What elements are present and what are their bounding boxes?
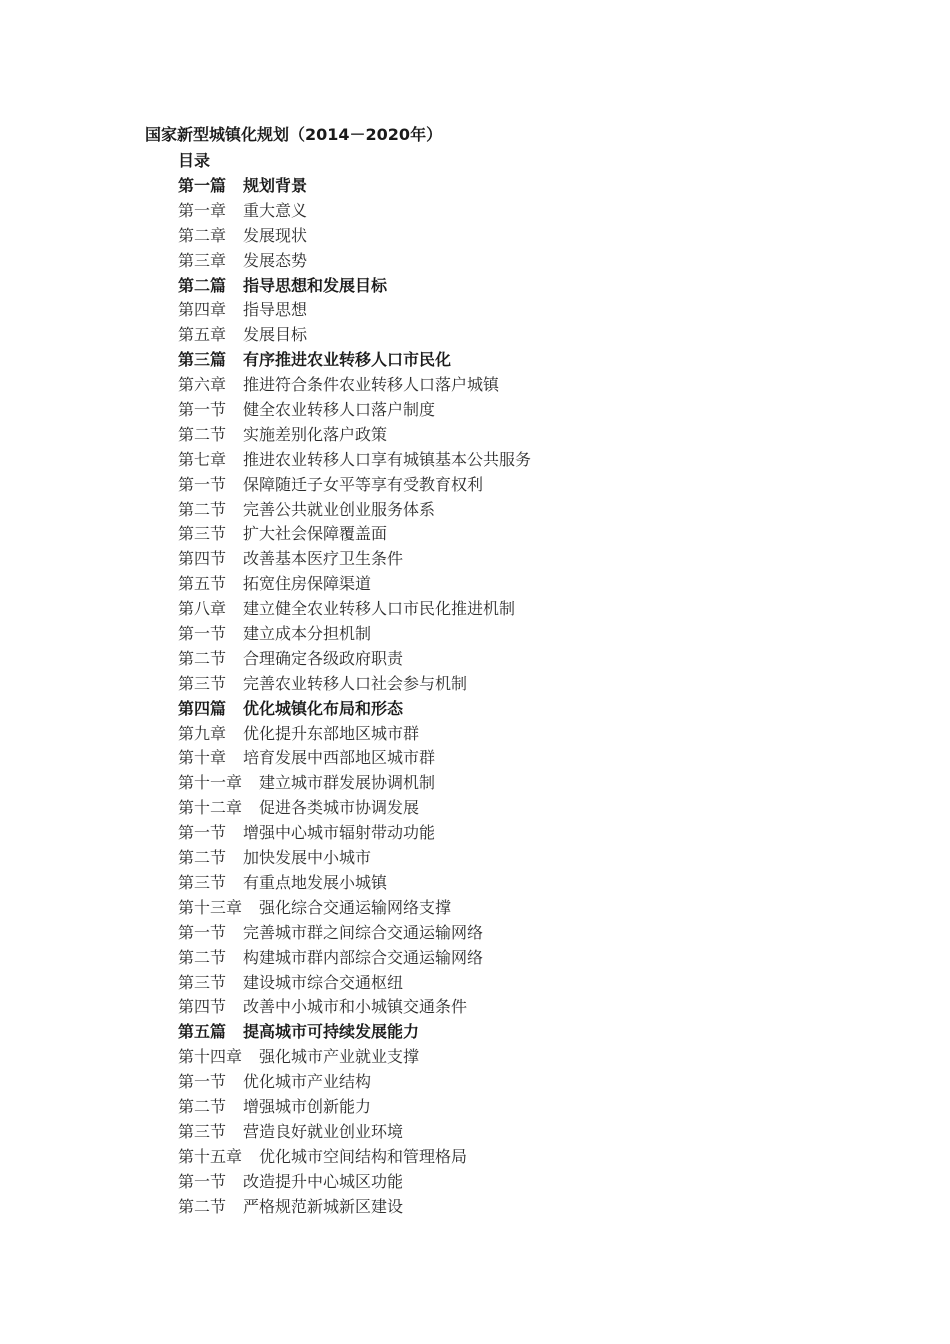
toc-entry-title: 改善中小城市和小城镇交通条件 [243, 997, 468, 1017]
toc-entry-spacer [226, 722, 243, 747]
toc-entry-number: 第一节 [178, 400, 227, 420]
toc-entry-spacer [226, 1095, 243, 1120]
toc-entry-title: 健全农业转移人口落户制度 [243, 400, 436, 420]
toc-entry-title: 提高城市可持续发展能力 [243, 1022, 420, 1042]
toc-entry-number: 第二节 [178, 1096, 227, 1116]
toc-entry-chapter [178, 771, 531, 796]
toc-entry-section [178, 971, 531, 996]
toc-entry-spacer [226, 323, 243, 348]
toc-entry-number: 第一节 [178, 624, 227, 644]
toc-entry-chapter [178, 224, 531, 249]
toc-entry-spacer [226, 522, 243, 547]
toc-entry-spacer [242, 1145, 259, 1170]
toc-entry-section [178, 821, 531, 846]
toc-entry-number: 第三节 [178, 524, 227, 544]
toc-entry-spacer [226, 971, 243, 996]
toc-entry-number: 第十五章 [178, 1146, 243, 1166]
toc-entry-title: 营造良好就业创业环境 [243, 1121, 404, 1141]
toc-entry-title: 建立成本分担机制 [243, 624, 372, 644]
toc-entry-number: 第五章 [178, 325, 227, 345]
toc-entry-number: 第三节 [178, 972, 227, 992]
toc-entry-number: 第四章 [178, 300, 227, 320]
toc-entry-number: 第七章 [178, 449, 227, 469]
toc-entry-spacer [242, 1045, 259, 1070]
toc-entry-spacer [242, 771, 259, 796]
toc-entry-section [178, 1070, 531, 1095]
toc-entry-chapter [178, 199, 531, 224]
toc-entry-spacer [226, 871, 243, 896]
toc-entry-spacer [226, 1120, 243, 1145]
toc-entry-number: 第二节 [178, 424, 227, 444]
toc-entry-title: 培育发展中西部地区城市群 [243, 748, 436, 768]
toc-entry-chapter [178, 249, 531, 274]
toc-entry-section [178, 572, 531, 597]
toc-entry-title: 增强中心城市辐射带动功能 [243, 823, 436, 843]
toc-entry-title: 优化提升东部地区城市群 [243, 723, 420, 743]
toc-entry-number: 第十章 [178, 748, 227, 768]
toc-entry-number: 第三章 [178, 250, 227, 270]
toc-entry-number: 第一章 [178, 200, 227, 220]
toc-entry-title: 完善城市群之间综合交通运输网络 [243, 922, 484, 942]
toc-entry-title: 改善基本医疗卫生条件 [243, 549, 404, 569]
toc-entry-part [178, 174, 531, 199]
toc-entry-chapter [178, 323, 531, 348]
toc-entry-title: 扩大社会保障覆盖面 [243, 524, 388, 544]
toc-entry-spacer [226, 946, 243, 971]
toc-entry-title: 推进符合条件农业转移人口落户城镇 [243, 375, 500, 395]
toc-entry-section [178, 1095, 531, 1120]
toc-entry-title: 优化城市空间结构和管理格局 [259, 1146, 468, 1166]
toc-entry-spacer [226, 572, 243, 597]
table-of-contents [178, 174, 531, 1219]
toc-entry-chapter [178, 896, 531, 921]
toc-entry-section [178, 647, 531, 672]
toc-entry-number: 第五篇 [178, 1022, 227, 1042]
toc-entry-spacer [226, 473, 243, 498]
toc-entry-title: 优化城镇化布局和形态 [243, 698, 404, 718]
toc-entry-number: 第二篇 [178, 275, 227, 295]
toc-entry-title: 强化综合交通运输网络支撑 [259, 897, 452, 917]
toc-entry-spacer [226, 448, 243, 473]
toc-entry-spacer [226, 846, 243, 871]
toc-entry-title: 建设城市综合交通枢纽 [243, 972, 404, 992]
toc-entry-spacer [226, 274, 243, 299]
toc-entry-number: 第九章 [178, 723, 227, 743]
toc-entry-number: 第十三章 [178, 897, 243, 917]
document-title: 国家新型城镇化规划（2014－2020年） [145, 125, 443, 144]
toc-entry-title: 优化城市产业结构 [243, 1072, 372, 1092]
toc-entry-section [178, 1170, 531, 1195]
toc-entry-spacer [226, 373, 243, 398]
toc-entry-number: 第八章 [178, 599, 227, 619]
toc-entry-number: 第一篇 [178, 176, 227, 195]
toc-entry-section [178, 423, 531, 448]
toc-entry-chapter [178, 722, 531, 747]
toc-entry-chapter [178, 796, 531, 821]
toc-entry-number: 第三节 [178, 872, 227, 892]
toc-entry-chapter [178, 1145, 531, 1170]
toc-entry-section [178, 1120, 531, 1145]
toc-entry-title: 加快发展中小城市 [243, 848, 372, 868]
toc-entry-title: 强化城市产业就业支撑 [259, 1047, 420, 1067]
toc-entry-number: 第一节 [178, 922, 227, 942]
toc-entry-number: 第三节 [178, 673, 227, 693]
toc-entry-spacer [226, 672, 243, 697]
toc-entry-title: 建立健全农业转移人口市民化推进机制 [243, 599, 516, 619]
toc-entry-title: 重大意义 [243, 200, 308, 220]
toc-entry-spacer [226, 298, 243, 323]
toc-entry-section [178, 946, 531, 971]
toc-entry-title: 促进各类城市协调发展 [259, 798, 420, 818]
toc-entry-chapter [178, 448, 531, 473]
toc-entry-title: 完善公共就业创业服务体系 [243, 499, 436, 519]
toc-entry-number: 第二节 [178, 499, 227, 519]
toc-entry-title: 建立城市群发展协调机制 [259, 773, 436, 793]
toc-entry-title: 指导思想和发展目标 [243, 275, 388, 295]
toc-entry-spacer [226, 348, 243, 373]
toc-entry-chapter [178, 1045, 531, 1070]
toc-entry-section [178, 522, 531, 547]
toc-entry-spacer [226, 174, 243, 199]
toc-entry-title: 严格规范新城新区建设 [243, 1196, 404, 1216]
toc-entry-section [178, 547, 531, 572]
toc-entry-spacer [226, 821, 243, 846]
toc-entry-spacer [226, 647, 243, 672]
toc-entry-spacer [226, 1195, 243, 1220]
toc-entry-spacer [226, 547, 243, 572]
toc-entry-section [178, 871, 531, 896]
toc-entry-spacer [226, 1020, 243, 1045]
toc-entry-spacer [226, 423, 243, 448]
toc-entry-section [178, 473, 531, 498]
toc-entry-spacer [226, 597, 243, 622]
toc-entry-spacer [226, 1170, 243, 1195]
toc-entry-number: 第二节 [178, 648, 227, 668]
toc-entry-spacer [226, 622, 243, 647]
toc-entry-title: 合理确定各级政府职责 [243, 648, 404, 668]
toc-entry-section [178, 398, 531, 423]
toc-entry-number: 第一节 [178, 474, 227, 494]
toc-entry-spacer [226, 498, 243, 523]
toc-entry-title: 完善农业转移人口社会参与机制 [243, 673, 468, 693]
toc-entry-title: 拓宽住房保障渠道 [243, 574, 372, 594]
toc-entry-number: 第二章 [178, 225, 227, 245]
toc-entry-spacer [226, 398, 243, 423]
toc-entry-number: 第四篇 [178, 698, 227, 718]
toc-entry-number: 第六章 [178, 375, 227, 395]
toc-entry-number: 第二节 [178, 1196, 227, 1216]
toc-entry-part [178, 348, 531, 373]
toc-entry-title: 实施差别化落户政策 [243, 424, 388, 444]
toc-entry-spacer [226, 199, 243, 224]
toc-entry-part [178, 697, 531, 722]
toc-entry-number: 第十四章 [178, 1047, 243, 1067]
toc-entry-number: 第一节 [178, 823, 227, 843]
toc-entry-part [178, 274, 531, 299]
toc-entry-spacer [226, 1070, 243, 1095]
toc-entry-spacer [242, 896, 259, 921]
toc-entry-part [178, 1020, 531, 1045]
toc-entry-spacer [226, 995, 243, 1020]
toc-entry-chapter [178, 746, 531, 771]
toc-entry-chapter [178, 597, 531, 622]
toc-entry-title: 有重点地发展小城镇 [243, 872, 388, 892]
toc-entry-section [178, 846, 531, 871]
toc-entry-title: 规划背景 [243, 176, 308, 195]
toc-entry-title: 有序推进农业转移人口市民化 [243, 350, 452, 370]
toc-entry-title: 推进农业转移人口享有城镇基本公共服务 [243, 449, 532, 469]
toc-entry-number: 第五节 [178, 574, 227, 594]
toc-entry-section [178, 1195, 531, 1220]
toc-entry-number: 第二节 [178, 848, 227, 868]
toc-entry-title: 指导思想 [243, 300, 308, 320]
toc-entry-spacer [226, 921, 243, 946]
toc-entry-spacer [226, 697, 243, 722]
toc-entry-number: 第四节 [178, 549, 227, 569]
toc-entry-section [178, 672, 531, 697]
toc-entry-spacer [226, 224, 243, 249]
toc-entry-spacer [226, 249, 243, 274]
toc-entry-section [178, 995, 531, 1020]
toc-entry-title: 改造提升中心城区功能 [243, 1171, 404, 1191]
toc-entry-number: 第四节 [178, 997, 227, 1017]
toc-entry-section [178, 622, 531, 647]
toc-entry-title: 发展目标 [243, 325, 308, 345]
toc-entry-spacer [226, 746, 243, 771]
toc-entry-number: 第二节 [178, 947, 227, 967]
toc-entry-number: 第一节 [178, 1072, 227, 1092]
toc-entry-title: 构建城市群内部综合交通运输网络 [243, 947, 484, 967]
toc-entry-section [178, 921, 531, 946]
toc-entry-title: 发展现状 [243, 225, 308, 245]
toc-entry-number: 第三篇 [178, 350, 227, 370]
toc-entry-number: 第一节 [178, 1171, 227, 1191]
toc-entry-number: 第十二章 [178, 798, 243, 818]
toc-entry-number: 第三节 [178, 1121, 227, 1141]
toc-entry-spacer [242, 796, 259, 821]
toc-entry-number: 第十一章 [178, 773, 243, 793]
toc-entry-chapter [178, 373, 531, 398]
toc-entry-title: 发展态势 [243, 250, 308, 270]
toc-entry-title: 增强城市创新能力 [243, 1096, 372, 1116]
toc-entry-title: 保障随迁子女平等享有受教育权利 [243, 474, 484, 494]
toc-entry-section [178, 498, 531, 523]
toc-heading: 目录 [178, 151, 211, 170]
toc-entry-chapter [178, 298, 531, 323]
